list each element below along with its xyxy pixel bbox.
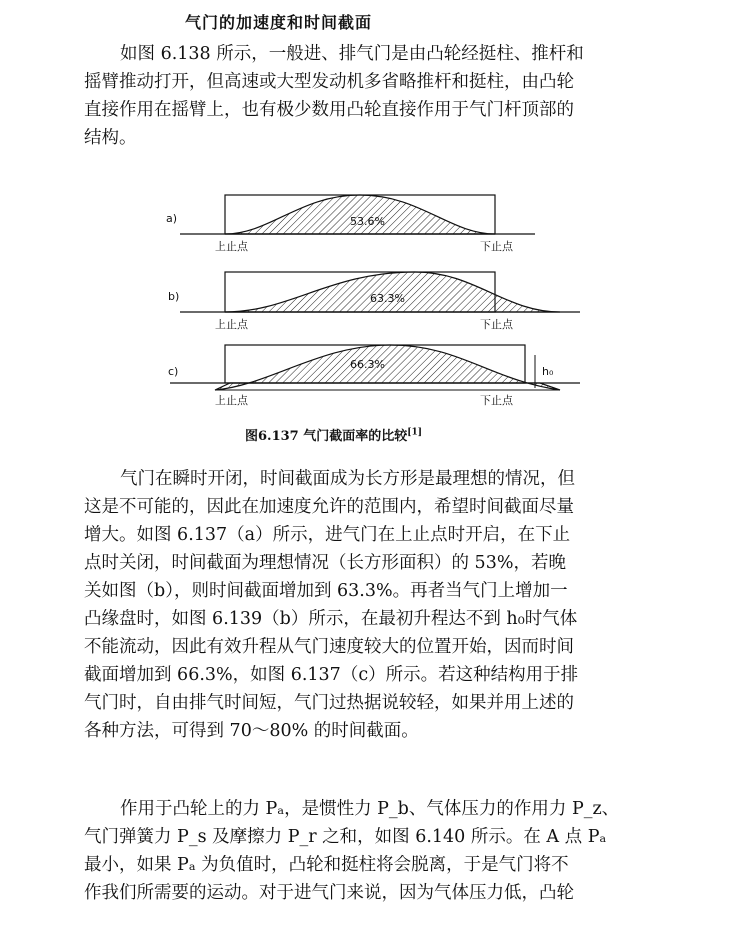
text-line: 气门弹簧力 P_s 及摩擦力 P_r 之和，如图 6.140 所示。在 A 点 Pₐ bbox=[84, 827, 607, 847]
text-line: 最小，如果 Pₐ 为负值时，凸轮和挺柱将会脱离，于是气门将不 bbox=[84, 855, 569, 875]
row-tag: a) bbox=[166, 212, 178, 225]
tdc-label: 上止点 bbox=[215, 394, 248, 407]
percentage-label: 66.3% bbox=[350, 358, 385, 371]
bdc-label: 下止点 bbox=[480, 240, 513, 253]
paragraph-1 bbox=[84, 40, 674, 152]
figure-row-c bbox=[168, 345, 580, 407]
caption-text: 图6.137 气门截面率的比较 bbox=[245, 429, 408, 444]
percentage-label: 63.3% bbox=[370, 292, 405, 305]
text-line: 气门在瞬时开闭，时间截面成为长方形是最理想的情况，但 bbox=[120, 469, 575, 489]
text-line: 直接作用在摇臂上，也有极少数用凸轮直接作用于气门杆顶部的 bbox=[84, 100, 574, 120]
row-tag: c) bbox=[168, 365, 179, 378]
text-line: 截面增加到 66.3%，如图 6.137（c）所示。若这种结构用于排 bbox=[84, 665, 579, 685]
text-line: 不能流动，因此有效升程从气门速度较大的位置开始，因而时间 bbox=[84, 637, 574, 657]
percentage-label: 53.6% bbox=[350, 215, 385, 228]
text-line: 如图 6.138 所示，一般进、排气门是由凸轮经挺柱、推杆和 bbox=[120, 44, 584, 64]
caption-reference: [1] bbox=[407, 427, 423, 438]
section-heading: 气门的加速度和时间截面 bbox=[185, 13, 373, 32]
tdc-label: 上止点 bbox=[215, 240, 248, 253]
text-line: 摇臂推动打开，但高速或大型发动机多省略推杆和挺柱，由凸轮 bbox=[84, 72, 574, 92]
text-line: 气门时，自由排气时间短，气门过热据说较轻，如果并用上述的 bbox=[84, 693, 574, 713]
figure-row-a bbox=[166, 195, 535, 253]
paragraph-2 bbox=[84, 465, 674, 745]
h0-label: h₀ bbox=[542, 365, 554, 378]
text-line: 作我们所需要的运动。对于进气门来说，因为气体压力低，凸轮 bbox=[84, 883, 574, 903]
row-tag: b) bbox=[168, 290, 180, 303]
time-section-area bbox=[215, 345, 560, 390]
text-line: 作用于凸轮上的力 Pₐ，是惯性力 P_b、气体压力的作用力 P_z、 bbox=[120, 799, 620, 819]
text-line: 结构。 bbox=[84, 128, 137, 148]
text-line: 各种方法，可得到 70～80% 的时间截面。 bbox=[84, 721, 419, 741]
bdc-label: 下止点 bbox=[480, 394, 513, 407]
bdc-label: 下止点 bbox=[480, 318, 513, 331]
tdc-label: 上止点 bbox=[215, 318, 248, 331]
text-line: 凸缘盘时，如图 6.139（b）所示，在最初升程达不到 h₀时气体 bbox=[84, 609, 578, 629]
text-line: 这是不可能的，因此在加速度允许的范围内，希望时间截面尽量 bbox=[84, 497, 574, 517]
text-line: 关如图（b），则时间截面增加到 63.3%。再者当气门上增加一 bbox=[84, 581, 568, 601]
text-line: 增大。如图 6.137（a）所示，进气门在上止点时开启，在下止 bbox=[84, 525, 571, 545]
figure-row-b bbox=[168, 272, 580, 331]
valve-section-figure bbox=[160, 180, 580, 410]
paragraph-3 bbox=[84, 795, 674, 907]
text-line: 点时关闭，时间截面为理想情况（长方形面积）的 53%，若晚 bbox=[84, 553, 566, 573]
figure-caption bbox=[245, 425, 422, 444]
